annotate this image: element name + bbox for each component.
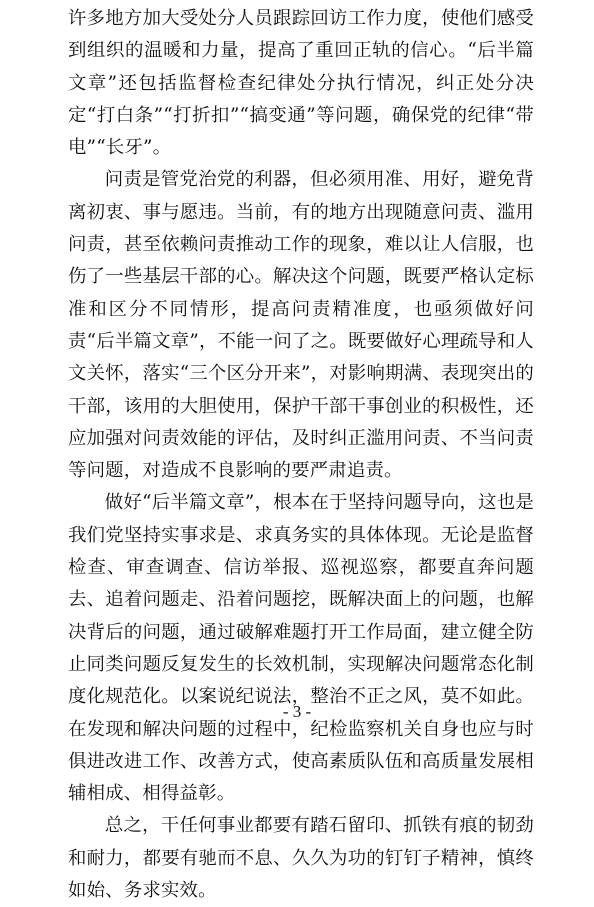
paragraph-conclusion: 总之，干任何事业都要有踏石留印、抓铁有痕的韧劲和耐力，都要有驰而不息、久久为功的钉钉子精神，慎终如始、务求实效。 bbox=[68, 815, 534, 902]
paragraph-accountability: 问责是管党治党的利器，但必须用准、用好，避免背离初衷、事与愿违。当前，有的地方出现随意问责、滥用问责，甚至依赖问责推动工作的现象，难以让人信服，也伤了一些基层干部的心。解决这个问题，既要严格认定标准和区分不同情形，提高问责精准度，也亟须做好问责“后半篇文章”，不能一问了之。既要做好心理疏导和人文关怀，落实“三个区分开来”，对影响期满、表现突出的干部，该用的大胆使用，保护干部干事创业的积极性，还应加强对问责效能的评估，及时纠正滥用问责、不当问责等问题，对造成不良影响的要严肃追责。 bbox=[68, 169, 534, 482]
paragraph-problem-orientation: 做好“后半篇文章”，根本在于坚持问题导向，这也是我们党坚持实事求是、求真务实的具体体现。无论是监督检查、审查调查、信访举报、巡视巡察，都要直奔问题去、追着问题走、沿着问题挖，既解决面上的问题，也解决背后的问题，通过破解难题打开工作局面，建立健全防止同类问题反复发生的长效机制，实现解决问题常态化制度化规范化。以案说纪说法，整治不正之风，莫不如此。在发现和解决问题的过程中，纪检监察机关自身也应与时俱进改进工作、改善方式，使高素质队伍和高质量发展相辅相成、相得益彰。 bbox=[68, 492, 534, 805]
document-page bbox=[68, 0, 534, 907]
page-number: - 3 - bbox=[282, 702, 312, 721]
paragraph-1-continued: 许多地方加大受处分人员跟踪回访工作力度，使他们感受到组织的温暖和力量，提高了重回正轨的信心。“后半篇文章”还包括监督检查纪律处分执行情况，纠正处分决定“打白条”“打折扣”“搞变通”等问题，确保党的纪律“带电”“长牙”。 bbox=[68, 8, 534, 159]
